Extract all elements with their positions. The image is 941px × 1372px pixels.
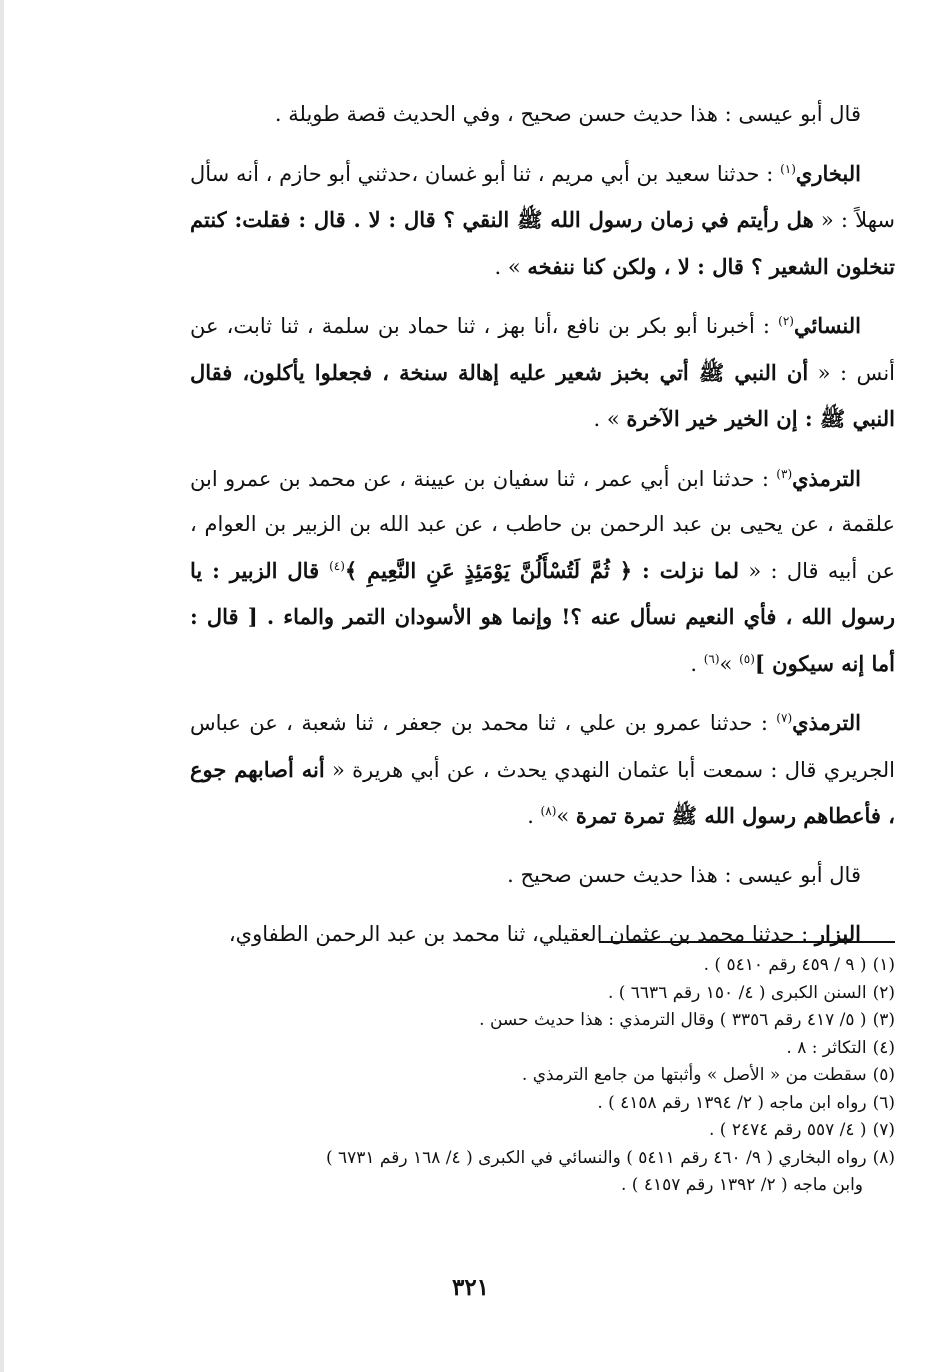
paragraph-nasai: [190, 303, 895, 443]
main-text: [190, 92, 895, 971]
source-name: النسائي: [793, 313, 862, 338]
footnote-item: [190, 1062, 895, 1090]
matn-text: أن النبي ﷺ أتي بخبز شعير عليه إهالة سنخة ، فجعلوا يأكلون، فقال النبي ﷺ : إن الخير خير الآخرة: [190, 359, 895, 431]
paragraph-tirmidhi-2: [190, 700, 895, 840]
footnote-number: (٦): [872, 1092, 895, 1113]
footnote-ref: (٨): [540, 804, 557, 818]
footnote-ref: (٦): [703, 651, 720, 666]
footnote-number: (٨): [872, 1147, 895, 1168]
footnote-number: (٣): [872, 1010, 895, 1030]
footnote-text: ( ٤/ ٥٥٧ رقم ٢٤٧٤ ) .: [709, 1120, 867, 1140]
isnad-text: : حدثنا سعيد بن أبي مريم ، ثنا أبو غسان ،حدثني أبو حازم ، أنه سأل سهلاً : «: [190, 161, 895, 232]
footnote-ref: (٤): [329, 558, 345, 573]
footnote-text: رواه البخاري ( ٩/ ٤٦٠ رقم ٥٤١١ ) والنسائي في الكبرى ( ٤/ ١٦٨ رقم ٦٧٣١ ): [325, 1147, 867, 1168]
footnote-text: سقطت من « الأصل » وأثبتها من جامع الترمذي .: [521, 1065, 867, 1085]
footnote-item: [190, 980, 895, 1008]
footnote-divider: [599, 941, 895, 943]
footnote-item: [190, 1090, 895, 1118]
isnad-text: : أخبرنا أبو بكر بن نافع ،أنا بهز ، ثنا حماد بن سلمة ، ثنا ثابت، عن أنس : «: [190, 314, 895, 385]
footnote-number: (٢): [872, 982, 895, 1003]
paragraph-text: قال أبو عيسى : هذا حديث حسن صحيح .: [507, 862, 861, 887]
source-name: البخاري: [795, 160, 861, 186]
footnote-ref: (٥): [739, 651, 755, 666]
footnote-text: السنن الكبرى ( ٤/ ١٥٠ رقم ٦٦٣٦ ) .: [607, 982, 867, 1003]
isnad-text: : حدثنا ابن أبي عمر ، ثنا سفيان بن عيينة ، عن محمد بن عمرو ابن علقمة ، عن يحيى بن عبد الرحمن بن حاطب ، عن عبد الله بن الزبير بن العوام ، عن أبيه قال : «: [190, 466, 895, 583]
paragraph-bazzar: [190, 911, 895, 958]
paragraph-bukhari: [190, 151, 895, 291]
closing-text: » .: [593, 407, 627, 431]
footnote-text: ( ٥/ ٤١٧ رقم ٣٣٥٦ ) وقال الترمذي : هذا حديث حسن .: [479, 1010, 867, 1030]
footnote-text: ( ٩ / ٤٥٩ رقم ٥٤١٠ ) .: [703, 955, 867, 975]
footnote-text: التكاثر : ٨ .: [786, 1037, 867, 1058]
quran-verse: لما نزلت : ﴿ ثُمَّ لَتُسْأَلُنَّ يَوْمَئِذٍ عَنِ النَّعِيمِ ﴾: [344, 557, 740, 583]
footnote-number: (٤): [872, 1037, 895, 1058]
closing-text: » .: [494, 254, 528, 279]
closing-text: .: [690, 651, 704, 676]
paragraph-text: قال أبو عيسى : هذا حديث حسن صحيح ، وفي الحديث قصة طويلة .: [274, 102, 861, 126]
footnote-number: (١): [872, 955, 895, 975]
source-name: الترمذي: [792, 710, 861, 735]
footnote-ref: (٣): [776, 466, 793, 481]
footnote-item: [190, 1035, 895, 1063]
footnote-ref: (٢): [778, 314, 794, 328]
source-name: البزار: [814, 921, 861, 946]
footnotes: [190, 952, 895, 1200]
closing-quote: »: [719, 651, 740, 676]
closing-text: .: [527, 804, 541, 828]
footnote-item: [190, 952, 895, 980]
matn-text: قال الزبير : يا رسول الله ، فأي النعيم نسأل عنه ؟! وإنما هو الأسودان التمر والماء . [ قال : أما إنه سيكون ]: [190, 557, 895, 676]
footnote-item: [190, 1145, 895, 1173]
matn-text: أنه أصابهم جوع ، فأعطاهم رسول الله ﷺ تمرة تمرة: [190, 756, 895, 828]
source-name: الترمذي: [792, 465, 861, 491]
isnad-text: : حدثنا محمد بن عثمان العقيلي، ثنا محمد بن عبد الرحمن الطفاوي،: [228, 922, 815, 946]
footnote-item: [190, 1117, 895, 1145]
scan-edge: [0, 0, 4, 1372]
footnote-number: (٥): [872, 1065, 895, 1085]
closing-quote: »: [556, 804, 576, 828]
page-number: ٣٢١: [451, 1274, 490, 1301]
matn-text: هل رأيتم في زمان رسول الله ﷺ النقي ؟ قال : لا . قال : فقلت: كنتم تنخلون الشعير ؟ قال : لا ، ولكن كنا ننفخه: [190, 207, 895, 279]
footnote-text: رواه ابن ماجه ( ٢/ ١٣٩٤ رقم ٤١٥٨ ) .: [597, 1092, 867, 1113]
footnote-ref: (١): [780, 161, 796, 176]
footnote-ref: (٧): [776, 711, 793, 725]
paragraph-tirmidhi-1: [190, 456, 895, 688]
footnote-continuation: وابن ماجه ( ٢/ ١٣٩٢ رقم ٤١٥٧ ) .: [620, 1175, 863, 1195]
paragraph-abu-isa-1: [190, 92, 895, 138]
footnote-number: (٧): [872, 1120, 895, 1140]
paragraph-abu-isa-2: [190, 853, 895, 899]
isnad-text: : حدثنا عمرو بن علي ، ثنا محمد بن جعفر ، ثنا شعبة ، عن عباس الجريري قال : سمعت أبا عثمان النهدي يحدث ، عن أبي هريرة «: [190, 711, 895, 782]
footnote-item: [190, 1007, 895, 1035]
